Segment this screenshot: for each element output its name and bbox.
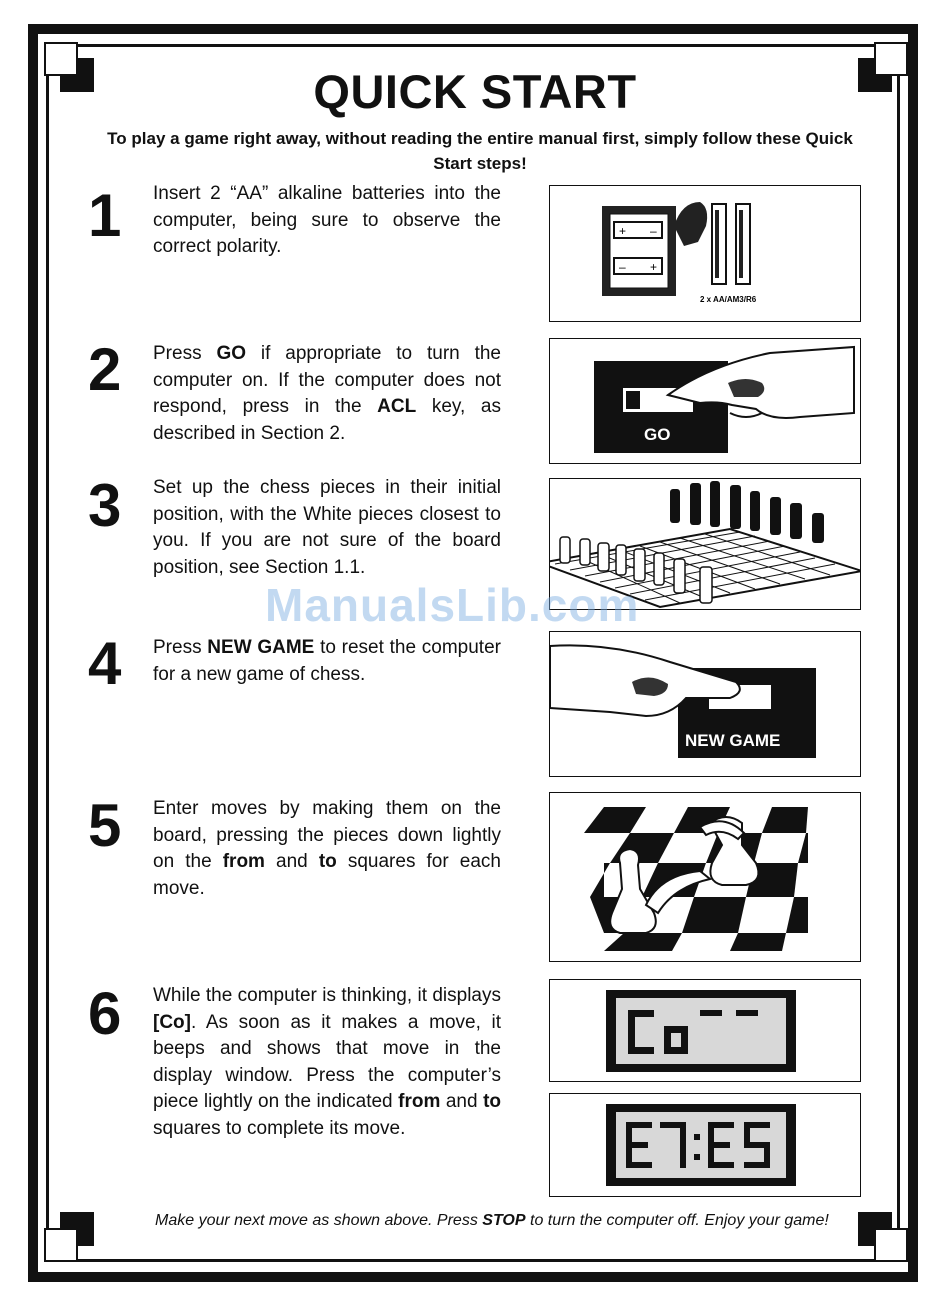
bold-key-term: to — [318, 851, 337, 873]
step-text-fragment: squares for each move. — [153, 851, 501, 899]
battery-illustration — [549, 185, 861, 322]
lcd-thinking-text: Co — [650, 1076, 652, 1077]
watermark: ManualsLib.com — [265, 579, 640, 631]
move-pieces-illustration — [549, 792, 861, 962]
bold-key-term: [Co] — [153, 1011, 191, 1033]
step-number: 4 — [88, 630, 122, 697]
step-text — [153, 341, 501, 447]
bold-key-term: from — [222, 851, 265, 873]
step-number: 6 — [88, 980, 122, 1047]
step-text-fragment: and — [440, 1091, 484, 1113]
lcd-move-text: E7:E5 — [650, 1192, 653, 1193]
lcd-move-display — [549, 1093, 861, 1197]
step-text — [153, 796, 501, 902]
step-text-fragment: squares to complete its move. — [153, 1117, 406, 1139]
footer-text — [155, 1210, 865, 1231]
step-text-fragment: Insert 2 “AA” alkaline batteries into the computer, being sure to observe the correct polarity. — [153, 183, 501, 258]
step-text — [153, 181, 501, 261]
go-key-illustration — [549, 338, 861, 464]
corner-ornament — [874, 1228, 908, 1262]
footer-text-before: Make your next move as shown above. Press — [155, 1212, 483, 1229]
corner-ornament — [44, 1228, 78, 1262]
svg-text:+: + — [650, 260, 658, 274]
step-text — [153, 635, 501, 688]
go-key-label: GO — [644, 425, 671, 444]
bold-key-term: ACL — [377, 396, 417, 418]
step-text-fragment: Enter moves by making them on the board, pressing the pieces down lightly on the — [153, 798, 501, 873]
new-game-key-illustration — [549, 631, 861, 777]
lcd-thinking-display — [549, 979, 861, 1082]
svg-text:–: – — [650, 224, 657, 238]
bold-key-term: from — [398, 1091, 441, 1113]
step-text-fragment: and — [264, 851, 319, 873]
step-number: 5 — [88, 792, 122, 859]
step-text-fragment: Press — [153, 637, 208, 658]
step-text-fragment: Set up the chess pieces in their initial position, with the White pieces closest to you. If you are not sure of the board position, see Section 1.1. — [153, 477, 501, 578]
new-game-key-label: NEW GAME — [685, 731, 781, 750]
bold-key-term: GO — [216, 343, 247, 364]
step-number: 2 — [88, 336, 122, 403]
stop-key-reference: STOP — [482, 1212, 526, 1229]
bold-key-term: NEW GAME — [207, 637, 315, 658]
battery-caption: 2 x AA/AM3/R6 — [700, 295, 757, 304]
footer-text-after: to turn the computer off. Enjoy your game! — [525, 1212, 829, 1229]
step-number: 1 — [88, 182, 122, 249]
svg-text:+: + — [619, 224, 627, 238]
step-number: 3 — [88, 472, 122, 539]
step-text-fragment: Press — [153, 343, 217, 364]
step-text — [153, 983, 501, 1143]
step-text-fragment: key, as described in Section 2. — [153, 396, 501, 444]
page-title: QUICK START — [313, 65, 637, 118]
intro-text: To play a game right away, without reading the entire manual first, simply follow these Quick Start steps! — [107, 129, 853, 173]
svg-text:–: – — [619, 260, 626, 274]
step-text-fragment: . As soon as it makes a move, it beeps and shows that move in the display window. Press the computer’s piece lightly on the indicated — [153, 1011, 501, 1113]
step-text — [153, 475, 501, 581]
step-text-fragment: to reset the computer for a new game of chess. — [153, 637, 501, 685]
bold-key-term: to — [483, 1091, 502, 1113]
step-text-fragment: While the computer is thinking, it displays — [153, 985, 501, 1006]
step-text-fragment: if appropriate to turn the computer on. If the computer does not respond, press in the — [153, 343, 501, 418]
